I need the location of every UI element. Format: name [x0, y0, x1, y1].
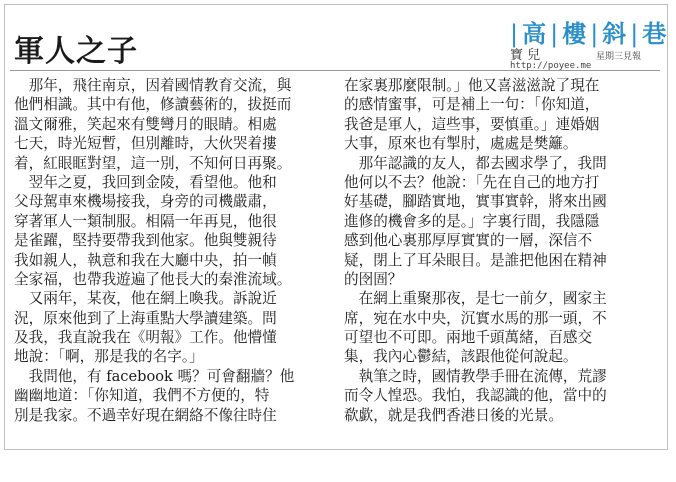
- text-line: 是雀躍，堅持要帶我到他家。他與雙親待: [14, 232, 277, 250]
- text-line: 我爸是軍人，這些事，要慎重。」連婚姻: [344, 115, 600, 133]
- text-line: 大事，原來也有掣肘，處處是樊籬。: [344, 135, 578, 153]
- text-line: 執筆之時，國情教學手冊在流傳，荒謬: [344, 367, 607, 385]
- text-line: 可望也不可即。兩地千頭萬緒，百感交: [344, 329, 593, 347]
- text-line: 況，原來他到了上海重點大學讀建築。問: [14, 309, 277, 327]
- text-line: 我如親人，執意和我在大廳中央，拍一幀: [14, 251, 277, 269]
- author-name: 寶 兒: [510, 48, 541, 63]
- text-line: 那年認識的友人，都去國求學了，我問: [344, 154, 607, 172]
- text-line: 着，紅眼眶對望，這一別，不知何日再聚。: [14, 154, 292, 172]
- text-line: 集，我內心鬱結，該跟他從何說起。: [344, 348, 578, 366]
- column-name-char: 斜: [602, 20, 629, 48]
- text-line: 全家福，也帶我遊遍了他長大的秦淮流域。: [14, 270, 292, 288]
- text-line: 而令人惶恐。我怕，我認識的他，當中的: [344, 387, 607, 405]
- column-name-separator: |: [550, 20, 561, 48]
- author-url[interactable]: http://poyee.me: [510, 61, 592, 71]
- text-line: 翌年之夏，我回到金陵，看望他。他和: [14, 173, 277, 191]
- text-line: 那年，飛往南京，因着國情教育交流，與: [14, 77, 292, 94]
- column-name-char: 高: [522, 20, 549, 48]
- text-line: 幽幽地道：「你知道，我們不方便的，特: [14, 387, 270, 405]
- text-line: 感到他心裏那厚厚實實的一層，深信不: [344, 232, 593, 250]
- text-line: 欷歔，就是我們香港日後的光景。: [344, 406, 563, 424]
- text-line: 疑，閉上了耳朵眼目。是誰把他困在精神: [344, 251, 607, 269]
- text-line: 的囹圄？: [344, 270, 403, 288]
- article-column-left: [14, 76, 332, 425]
- text-line: 在家裏那麼限制。」他又喜滋滋說了現在: [344, 77, 600, 94]
- text-line: 及我，我直說我在《明報》工作。他懵懂: [14, 329, 277, 347]
- column-name-separator: |: [630, 20, 641, 48]
- column-name-separator: |: [510, 20, 521, 48]
- text-line: 他們相識。其中有他，修讀藝術的，拔挺而: [14, 96, 292, 114]
- text-line: 七天，時光短暫，但別離時，大伙哭着摟: [14, 135, 277, 153]
- text-line: 穿著軍人一類制服。相隔一年再見，他很: [14, 212, 277, 230]
- publication-day: 星期三見報: [596, 52, 642, 62]
- text-line: 席，宛在水中央，沉實水馬的那一頭，不: [344, 309, 607, 327]
- text-line: 溫文爾雅，笑起來有雙彎月的眼睛。相處: [14, 115, 277, 133]
- article-column-right: [344, 76, 662, 425]
- column-name-char: 巷: [642, 20, 669, 48]
- text-line: 在網上重聚那夜，是七一前夕，國家主: [344, 290, 607, 308]
- text-line: 我問他，有 facebook 嗎？可會翻牆？他: [14, 367, 295, 385]
- column-name-separator: |: [590, 20, 601, 48]
- text-line: 別是我家。不過幸好現在網絡不像往時住: [14, 406, 277, 424]
- text-line: 的感情蜜事，可是補上一句：「你知道，: [344, 96, 600, 114]
- text-line: 地說：「啊，那是我的名字。」: [14, 348, 204, 366]
- text-line: 父母駕車來機場接我，身旁的司機嚴肅，: [14, 193, 277, 211]
- column-name-char: 樓: [562, 20, 589, 48]
- text-line: 好基礎，腳踏實地，實事實幹，將來出國: [344, 193, 607, 211]
- text-line: 又兩年，某夜，他在網上喚我。訴說近: [14, 290, 277, 308]
- text-line: 進修的機會多的是。」字裏行間，我隱隱: [344, 212, 600, 230]
- text-line: 他何以不去？他說：「先在自己的地方打: [344, 173, 600, 191]
- article-title: 軍人之子: [14, 34, 138, 69]
